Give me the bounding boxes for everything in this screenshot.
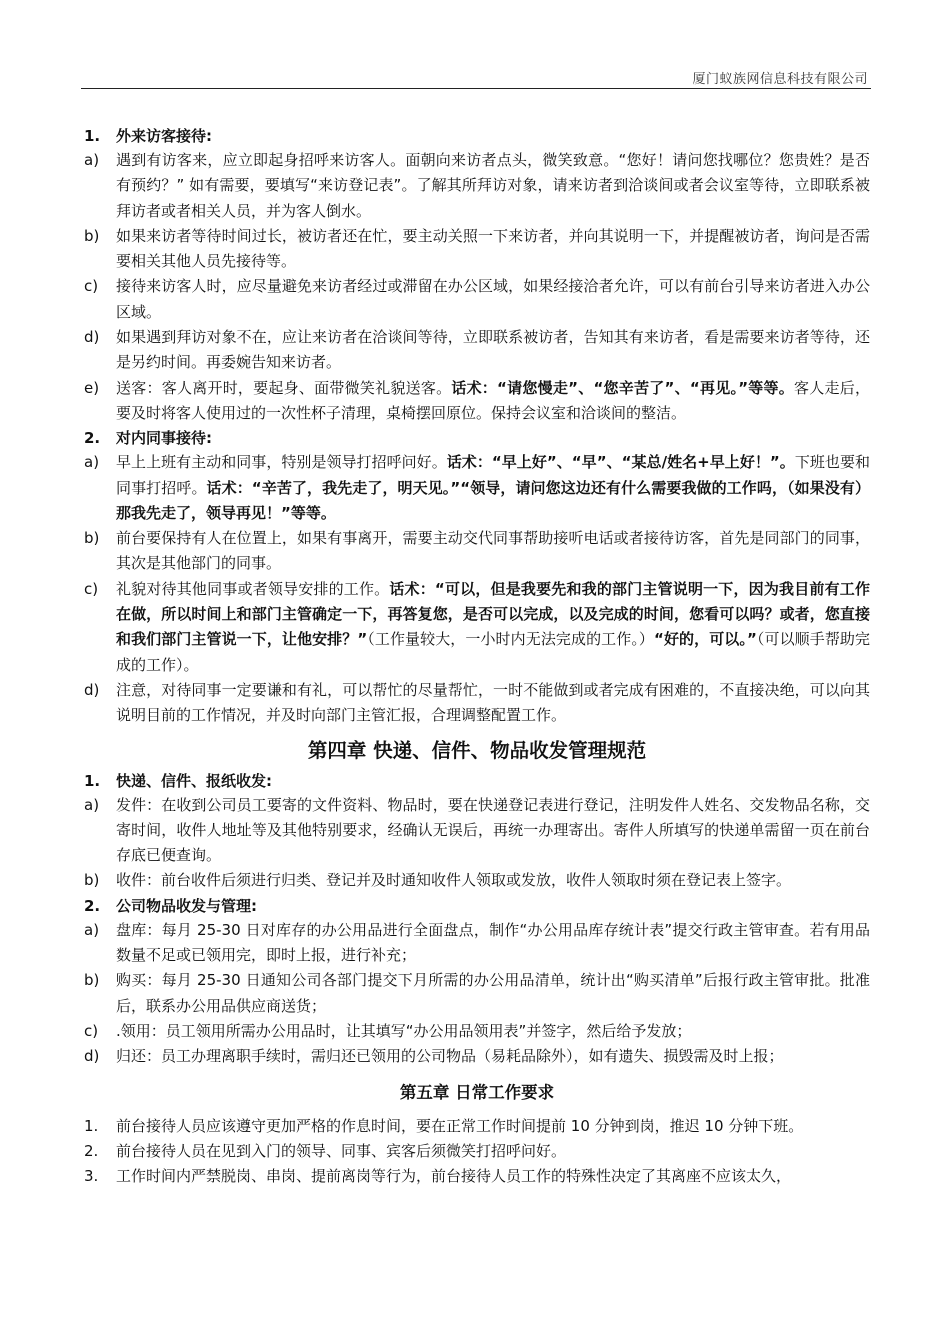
item-label: a) — [84, 920, 100, 939]
item-label: c) — [84, 277, 99, 296]
text-run: 注意，对待同事一定要谦和有礼，可以帮忙的尽量帮忙，一时不能做到或者完成有困难的，不直接决绝，可以向其说明目前的工作情况，并及时向部门主管汇报，合理调整配置工作。 — [116, 680, 870, 725]
text-run: 下班也要和同事打招呼。 — [116, 453, 870, 497]
section-number: 1. — [84, 127, 101, 145]
item-label: a) — [84, 151, 100, 169]
list-item — [84, 1019, 870, 1044]
list-item — [84, 577, 870, 678]
text-run: 送客：客人离开时，要起身、面带微笑礼貌送客。 — [116, 378, 452, 397]
item-number: 2. — [84, 1141, 99, 1160]
list-item — [84, 678, 870, 729]
item-text: 前台接待人员应该遵守更加严格的作息时间，要在正常工作时间提前 10 分钟到岗，推迟 10 分钟下班。 — [116, 1116, 804, 1135]
list-item — [84, 793, 870, 869]
section-title: 对内同事接待: — [116, 429, 212, 448]
item-number: 1. — [84, 1116, 99, 1135]
item-number: 3. — [84, 1167, 99, 1186]
item-label: d) — [84, 680, 100, 699]
text-run: 客人走后，要及时将客人使用过的一次性杯子清理，桌椅摆回原位。保持会议室和洽谈间的整洁。 — [116, 378, 870, 422]
item-label: a) — [84, 795, 100, 814]
item-text: 工作时间内严禁脱岗、串岗、提前离岗等行为，前台接待人员工作的特殊性决定了其离座不应该太久， — [116, 1167, 792, 1186]
text-run: 归还：员工办理离职手续时，需归还已领用的公司物品（易耗品除外），如有遗失、损毁需及时上报； — [116, 1047, 784, 1066]
section-heading — [84, 894, 870, 918]
list-item — [84, 526, 870, 577]
text-run: （工作量较大，一小时内无法完成的工作。） — [367, 630, 654, 649]
item-text — [116, 224, 870, 275]
item-text — [116, 678, 870, 729]
item-label: c) — [84, 579, 99, 598]
section-title: 快递、信件、报纸收发: — [116, 771, 272, 790]
item-text — [116, 325, 870, 376]
list-item — [84, 274, 870, 325]
text-run: 接待来访客人时，应尽量避免来访者经过或滞留在办公区域，如果经接洽者允许，可以有前台引导来访者进入办公区域。 — [116, 277, 870, 321]
list-item — [84, 968, 870, 1019]
item-list — [84, 148, 870, 426]
text-run: （可以顺手帮助完成的工作）。 — [116, 630, 870, 674]
list-item — [84, 1139, 870, 1164]
chapter-title: 第四章 快递、信件、物品收发管理规范 — [307, 738, 647, 762]
text-run: 购买：每月 25-30 日通知公司各部门提交下月所需的办公用品清单，统计出“购买清单”后报行政主管审批。批准后，联系办公用品供应商送货； — [116, 971, 870, 1015]
list-item — [84, 325, 870, 376]
item-text — [116, 1044, 870, 1069]
text-run: .领用：员工领用所需办公用品时，让其填写“办公用品领用表”并签字，然后给予发放； — [116, 1021, 692, 1040]
item-label: a) — [84, 453, 100, 472]
list-item — [84, 918, 870, 969]
section-title: 公司物品收发与管理: — [116, 896, 257, 915]
list-item — [84, 148, 870, 224]
item-text — [116, 274, 870, 325]
text-run: 礼貌对待其他同事或者领导安排的工作。 — [116, 579, 390, 598]
section-number: 2. — [84, 429, 101, 448]
company-name: 厦门蚁族网信息科技有限公司 — [692, 72, 868, 87]
item-text — [116, 148, 870, 224]
item-list — [84, 450, 870, 728]
item-label: b) — [84, 529, 100, 548]
item-list — [84, 918, 870, 1070]
list-item — [84, 1114, 870, 1139]
chapter-title: 第五章 日常工作要求 — [399, 1082, 555, 1102]
item-text — [116, 968, 870, 1019]
item-text: 前台接待人员在见到入门的领导、同事、宾客后须微笑打招呼问好。 — [116, 1141, 567, 1160]
item-label: b) — [84, 226, 100, 245]
item-text — [116, 793, 870, 869]
item-text — [116, 868, 870, 893]
item-text — [116, 526, 870, 577]
numbered-list — [84, 1114, 870, 1190]
text-run: 收件：前台收件后须进行归类、登记并及时通知收件人领取或发放，收件人领取时须在登记表上签字。 — [116, 871, 792, 890]
header-divider — [81, 88, 871, 89]
section-title: 外来访客接待: — [116, 127, 212, 145]
item-text — [116, 450, 870, 526]
bold-text: 话术：“请您慢走”、“您辛苦了”、“再见。”等等。 — [451, 378, 795, 397]
item-label: e) — [84, 378, 100, 397]
item-label: b) — [84, 971, 100, 990]
list-item — [84, 1164, 870, 1189]
item-text — [116, 577, 870, 678]
item-list — [84, 793, 870, 894]
text-run: 如果遇到拜访对象不在，应让来访者在洽谈间等待，立即联系被访者，告知其有来访者，看是需要来访者等待，还是另约时间。再委婉告知来访者。 — [116, 328, 870, 372]
item-text — [116, 1019, 870, 1044]
list-item — [84, 1044, 870, 1069]
item-text — [116, 918, 870, 969]
text-run: 遇到有访客来，应立即起身招呼来访客人。面朝向来访者点头，微笑致意。“您好！请问您找哪位？您贵姓？是否有预约？” 如有需要，要填写“来访登记表”。了解其所拜访对象，请来访者到洽谈间或者会议室等待，立即联系被拜访者或者相关人员，并为客人倒水。 — [116, 151, 870, 220]
text-run: 发件：在收到公司员工要寄的文件资料、物品时，要在快递登记表进行登记，注明发件人姓名、交发物品名称，交寄时间，收件人地址等及其他特别要求，经确认无误后，再统一办理寄出。寄件人所填写的快递单需留一页在前台存底已便查询。 — [116, 795, 870, 865]
list-item — [84, 224, 870, 275]
section-number: 2. — [84, 896, 101, 915]
list-item — [84, 868, 870, 893]
section-heading — [84, 769, 870, 793]
text-run: 早上上班有主动和同事，特别是领导打招呼问好。 — [116, 453, 447, 472]
text-run: 前台要保持有人在位置上，如果有事离开，需要主动交代同事帮助接听电话或者接待访客，首先是同部门的同事，其次是其他部门的同事。 — [116, 529, 870, 573]
bold-text: “好的，可以。” — [654, 630, 757, 649]
bold-text: 话术：“可以，但是我要先和我的部门主管说明一下，因为我目前有工作在做，所以时间上和部门主管确定一下，再答复您，是否可以完成，以及完成的时间，您看可以吗？或者，您直接和我们部门主管说一下，让他安排？” — [116, 579, 870, 649]
item-label: c) — [84, 1021, 99, 1040]
bold-text: 话术：“辛苦了，我先走了，明天见。”“领导，请问您这边还有什么需要我做的工作吗，（如果没有）那我先走了，领导再见！”等等。 — [116, 478, 870, 522]
item-label: d) — [84, 1047, 100, 1066]
section-number: 1. — [84, 771, 101, 790]
item-text — [116, 376, 870, 427]
list-item — [84, 376, 870, 427]
text-run: 盘库：每月 25-30 日对库存的办公用品进行全面盘点，制作“办公用品库存统计表”提交行政主管审查。若有用品数量不足或已领用完，即时上报，进行补充； — [116, 920, 870, 965]
item-label: d) — [84, 328, 100, 347]
item-label: b) — [84, 871, 100, 890]
list-item — [84, 450, 870, 526]
section-heading — [84, 426, 870, 450]
bold-text: 话术：“早上好”、“早”、“某总/姓名+早上好！”。 — [446, 453, 795, 472]
text-run: 如果来访者等待时间过长，被访者还在忙，要主动关照一下来访者，并向其说明一下，并提醒被访者，询问是否需要相关其他人员先接待等。 — [116, 226, 870, 271]
document-body — [84, 124, 870, 1189]
section-heading — [84, 124, 870, 148]
